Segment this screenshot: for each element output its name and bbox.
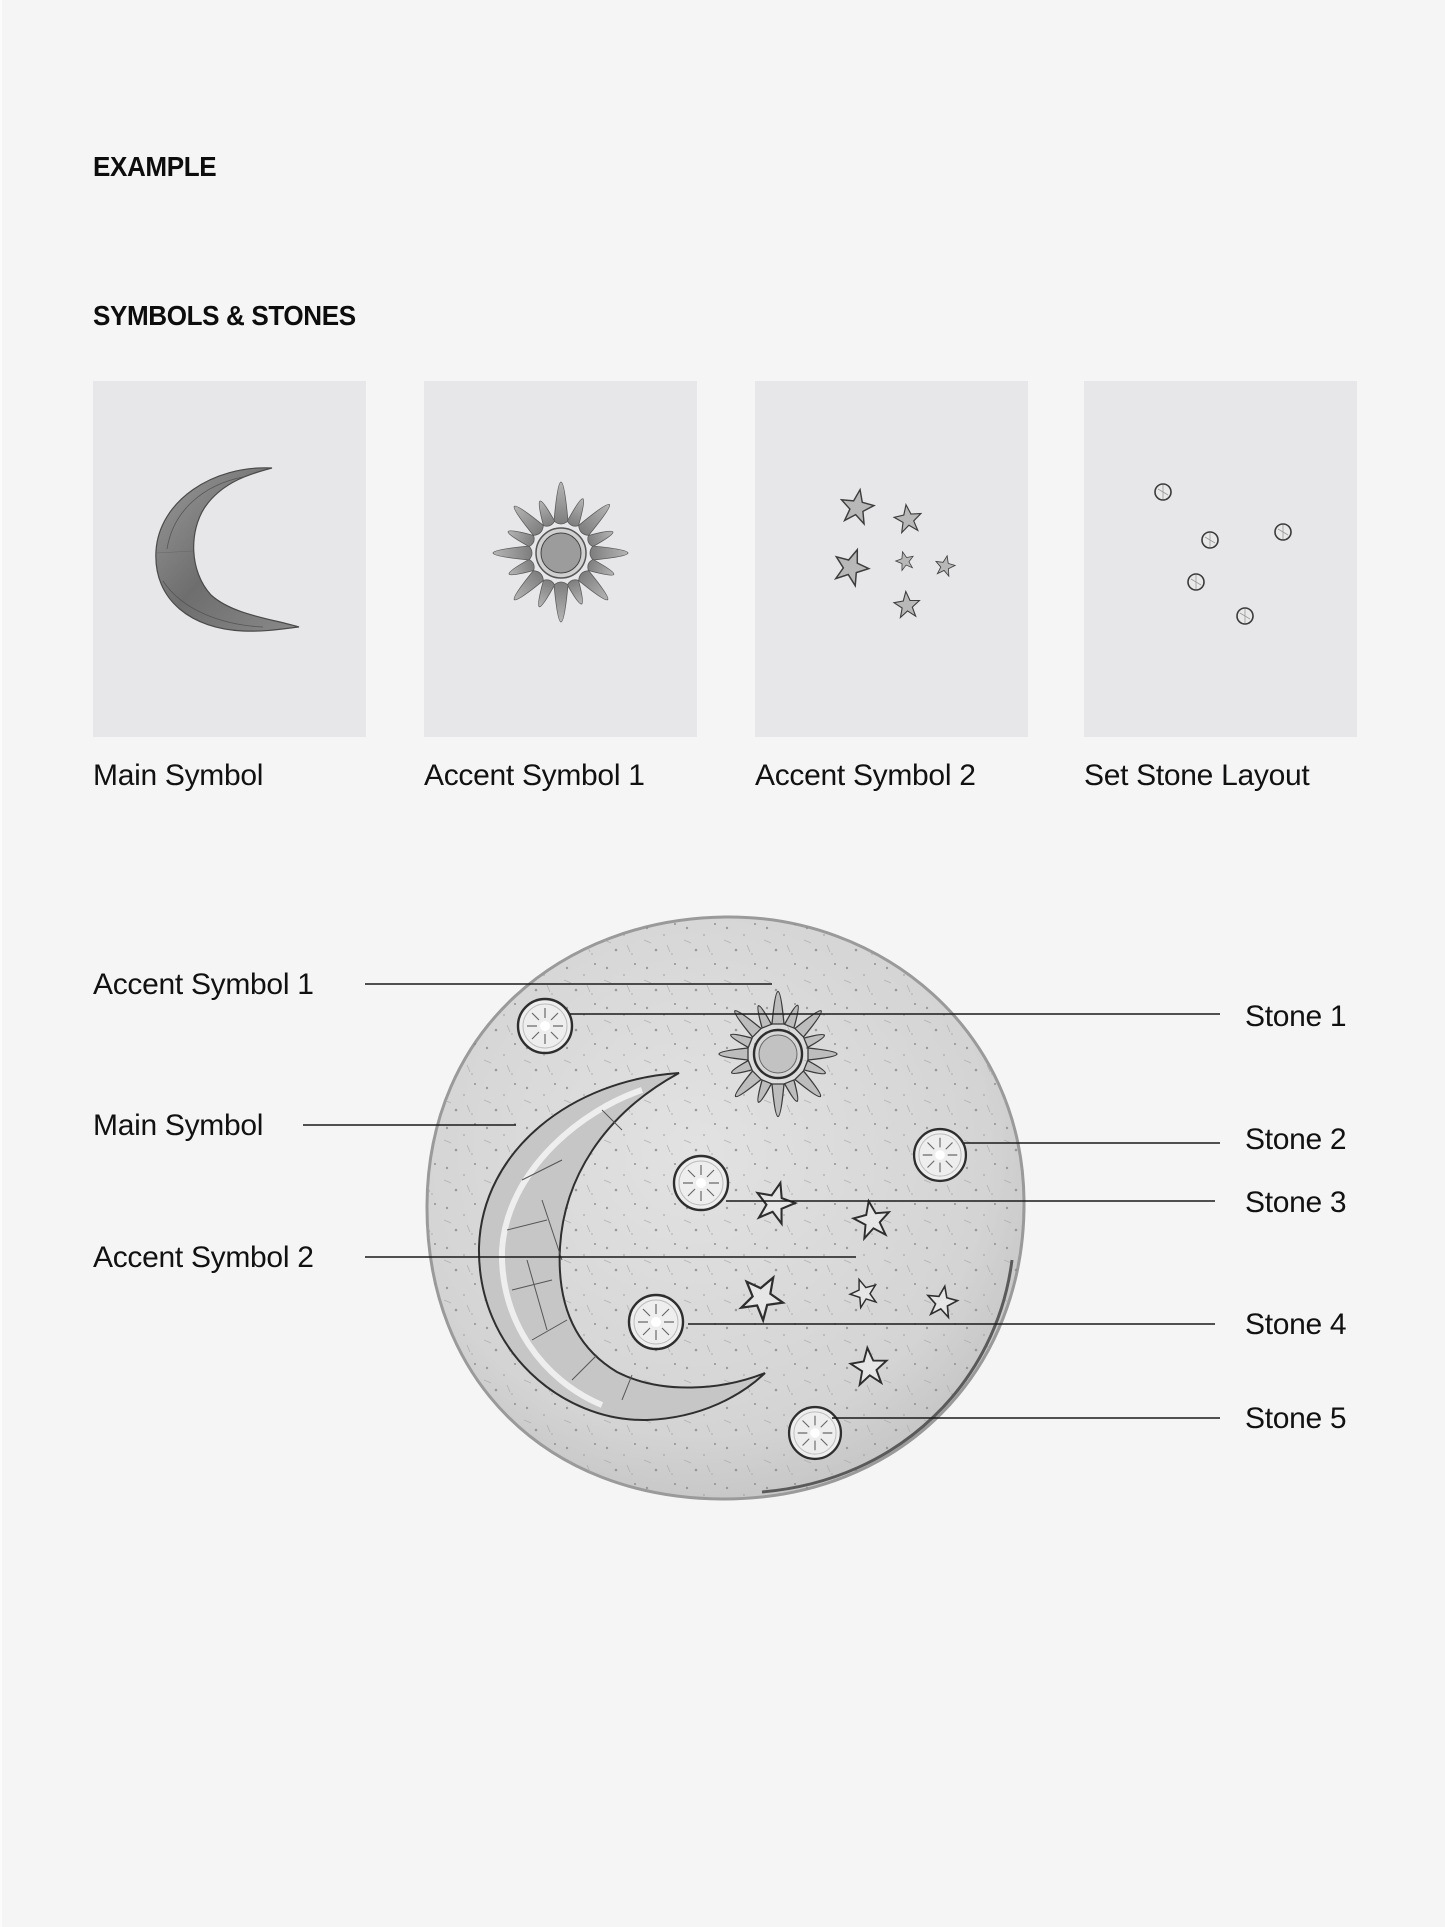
card-main-symbol xyxy=(93,381,366,791)
accent-symbol-2-tile xyxy=(755,381,1028,737)
card-caption: Accent Symbol 1 xyxy=(424,759,645,792)
callout-stone-4: Stone 4 xyxy=(1245,1308,1347,1341)
stone-3 xyxy=(674,1156,728,1210)
stone-2 xyxy=(914,1129,966,1181)
symbols-stones-heading: SYMBOLS & STONES xyxy=(93,300,356,331)
card-caption: Main Symbol xyxy=(93,759,264,792)
card-accent-symbol-2 xyxy=(755,381,1028,791)
card-accent-symbol-1 xyxy=(424,381,697,791)
card-caption: Set Stone Layout xyxy=(1084,759,1310,792)
callout-stone-3: Stone 3 xyxy=(1245,1186,1347,1219)
callout-stone-5: Stone 5 xyxy=(1245,1402,1347,1435)
crescent-moon-icon xyxy=(93,381,366,737)
stone-5 xyxy=(789,1407,841,1459)
stone-layout-icon xyxy=(1084,381,1357,737)
stone-4 xyxy=(629,1295,683,1349)
callout-stone-1: Stone 1 xyxy=(1245,1000,1347,1033)
callout-stone-2: Stone 2 xyxy=(1245,1123,1347,1156)
callout-accent-symbol-2: Accent Symbol 2 xyxy=(93,1241,314,1274)
stars-cluster-icon xyxy=(755,381,1028,737)
accent-symbol-1-tile xyxy=(424,381,697,737)
sun-icon xyxy=(424,381,697,737)
set-stone-layout-tile xyxy=(1084,381,1357,737)
callout-main-symbol: Main Symbol xyxy=(93,1109,264,1142)
stone-1 xyxy=(518,999,572,1053)
card-set-stone-layout xyxy=(1084,381,1357,791)
example-heading: EXAMPLE xyxy=(93,151,217,182)
card-caption: Accent Symbol 2 xyxy=(755,759,976,792)
callout-accent-symbol-1: Accent Symbol 1 xyxy=(93,968,314,1001)
main-symbol-tile xyxy=(93,381,366,737)
